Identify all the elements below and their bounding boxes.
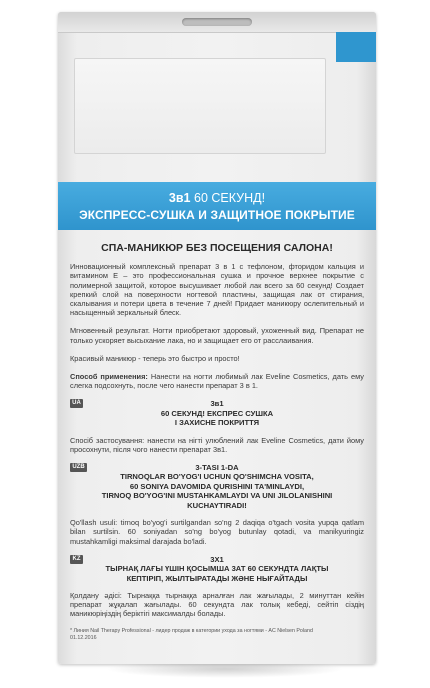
- kz-title: [70, 555, 364, 583]
- uzb-text: Qo'llash usuli: tirnoq bo'yog'i surtilgandan so'ng 2 daqiqa o'tgach vosita yupqa qatlam bilan surtilsin. 60 soniyadan so'ng bo'yog butunlay qotadi, va manikyuringiz mustahkamligi maksimal darajada bo'ladi.: [70, 518, 364, 546]
- uzb-title-line-2: TIRNOQLAR BO'YOG'I UCHUN QO'SHIMCHA VOSITA,: [120, 472, 314, 482]
- kz-section: [70, 555, 364, 619]
- kz-title-line-3: КЕПТІРІП, ЖЫЛТЫРАТАДЫ ЖӘНЕ НЫҒАЙТАДЫ: [126, 573, 308, 583]
- uzb-title-line-5: KUCHAYTIRADI!: [187, 500, 247, 510]
- footnote: [70, 628, 364, 642]
- product-box-back: [58, 12, 376, 664]
- ru-usage-text: Нанести на ногти любимый лак Eveline Cosmetics, дать ему слегка подсохнуть, после чего нанести препарат 3 в 1.: [70, 372, 364, 391]
- footnote-line-1: * Линия Nail Therapy Professional - лидер продаж в категории ухода за ногтями - AC Nielsen Poland: [70, 627, 313, 634]
- ua-title: [70, 399, 364, 427]
- kz-title-line-1: 3Х1: [210, 554, 224, 564]
- ru-paragraph-2: Мгновенный результат. Ногти приобретают здоровый, ухоженный вид. Препарат не только ускоряет высыхание лака, но и защищает его от расслаивания.: [70, 326, 364, 345]
- uzb-title-line-4: TIRNOQ BO'YOG'INI MUSTAHKAMLAYDI VA UNI JILOLANISHINI: [101, 491, 333, 501]
- banner-3in1: 3в1: [168, 191, 191, 205]
- blue-banner: [58, 182, 376, 230]
- uzb-badge: UZB: [70, 463, 87, 472]
- ua-title-line-3: І ЗАХИСНЕ ПОКРИТТЯ: [174, 418, 260, 428]
- banner-60-seconds: 60 СЕКУНД!: [194, 191, 266, 205]
- footnote-line-2: 01.12.2016: [70, 634, 97, 641]
- ua-title-line-2: 60 СЕКУНД! ЕКСПРЕС СУШКА: [160, 408, 274, 418]
- banner-line-1: [58, 191, 376, 205]
- ru-usage-label: Способ применения:: [70, 372, 148, 382]
- ru-paragraph-3: Красивый маникюр - теперь это быстро и просто!: [70, 353, 240, 363]
- embossed-panel: [74, 58, 326, 154]
- ua-badge: UA: [70, 399, 83, 408]
- ru-paragraph-1: Инновационный комплексный препарат 3 в 1 с тефлоном, фторидом кальция и витамином Е – это профессиональная сушка и прочное верхнее покрытие с полимерной защитой, которое высушивает любой лак всего за 60 секунд! Создает крепкий слой на поверхности ногтевой пластины, защищая лак от стирания, скалывания и потери цвета в течение 7 дней! Придает маникюру ослепительный и насыщенный зеркальный блеск.: [70, 262, 364, 318]
- banner-line-2: ЭКСПРЕСС-СУШКА И ЗАЩИТНОЕ ПОКРЫТИЕ: [79, 208, 355, 222]
- kz-badge: KZ: [70, 555, 83, 564]
- kz-text: Қолдану әдісі: Тырнаққа тырнаққа арналған лак жағылады, 2 минуттан кейін препарат жұқалап жағылады. 60 секундта лак толық кебеді, сейтіп сіздің маникюріңіздің беріктігі максималды болады.: [70, 590, 364, 619]
- hang-hole: [182, 18, 252, 26]
- ru-usage: [70, 372, 364, 390]
- uzb-section: [70, 463, 364, 546]
- uzb-title: [70, 463, 364, 510]
- ru-heading: СПА-МАНИКЮР БЕЗ ПОСЕЩЕНИЯ САЛОНА!: [101, 242, 333, 254]
- ua-section: [70, 399, 364, 454]
- kz-title-line-2: ТЫРНАҚ ЛАҒЫ ҮШІН ҚОСЫМША 3АТ 60 СЕКУНДТА ЛАҚТЫ: [105, 564, 329, 574]
- uzb-title-line-3: 60 SONIYA DAVOMIDA QURISHINI TA'MINLAYDI,: [129, 481, 305, 491]
- box-top-flap: [58, 12, 376, 33]
- ua-title-line-1: 3в1: [210, 399, 224, 409]
- uzb-title-line-1: 3-TASI 1-DA: [195, 463, 239, 473]
- ua-text: Спосіб застосування: нанести на нігті улюблений лак Eveline Cosmetics, дати йому просохнути, після чого нанести препарат 3в1.: [70, 435, 364, 454]
- blue-corner-stripe: [336, 32, 376, 62]
- description-text: [70, 238, 364, 642]
